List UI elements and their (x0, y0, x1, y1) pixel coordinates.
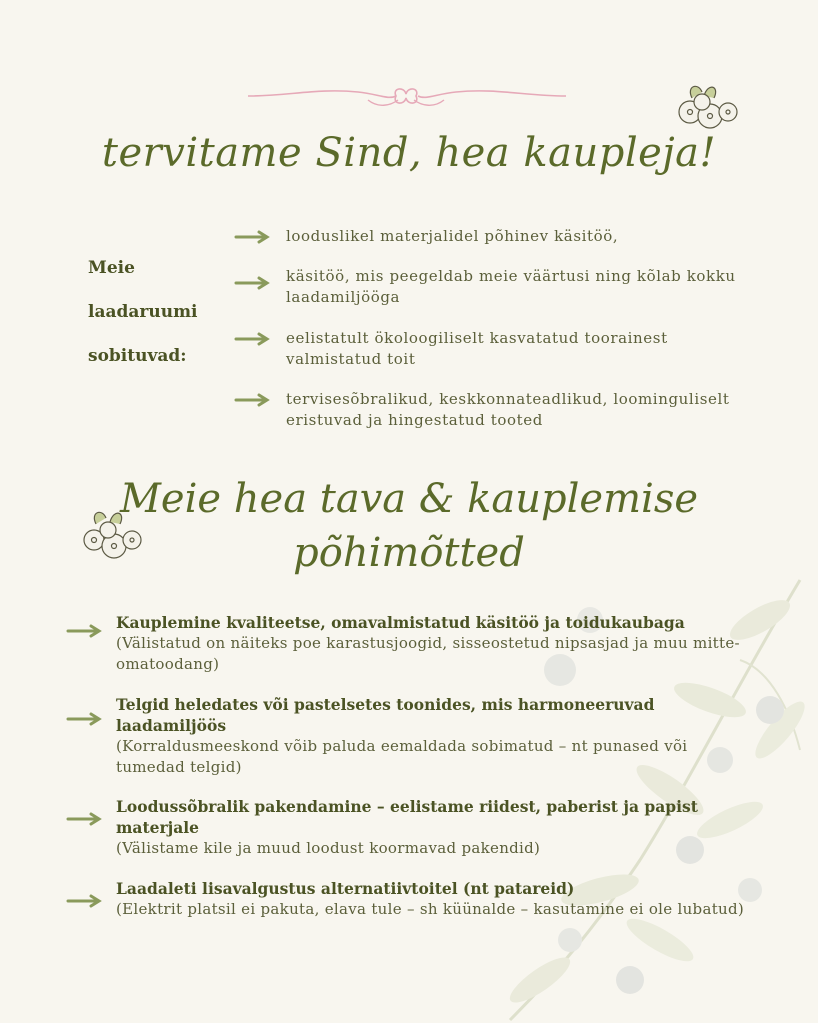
fit-item-text: tervisesõbralikud, keskkonnateadlikud, loominguliselt eristuvad ja hingestatud tooted (286, 390, 730, 429)
intro-label-line: Meie (88, 258, 135, 278)
intro-label-line: laadaruumi (88, 302, 198, 322)
rule-note: (Välistame kile ja muud loodust koormavad pakendid) (116, 839, 541, 857)
rule-heading: Telgid heledates või pastelsetes toonides, mis harmoneeruvad laadamiljöös (116, 695, 655, 735)
arrow-right-icon (234, 332, 272, 346)
arrow-right-icon (66, 894, 104, 908)
rule-note: (Elektrit platsil ei pakuta, elava tule – sh küünalde – kasutamine ei ole lubatud) (116, 900, 745, 918)
rule-heading: Loodussõbralik pakendamine – eelistame riidest, paberist ja papist materjale (116, 797, 698, 837)
arrow-right-icon (234, 276, 272, 290)
arrow-right-icon (234, 393, 272, 407)
intro-label-line: sobituvad: (88, 346, 187, 366)
fit-item-text: eelistatult ökoloogiliselt kasvatatud toorainest valmistatud toit (286, 329, 668, 368)
rules-title-line: põhimõtted (293, 530, 525, 576)
flourish-ornament (248, 82, 566, 110)
rules-title-line: Meie hea tava & kauplemise (119, 476, 699, 522)
rules-title (0, 472, 818, 580)
arrow-right-icon (66, 812, 104, 826)
intro-label (88, 246, 218, 378)
arrow-right-icon (66, 712, 104, 726)
rule-heading: Kauplemine kvaliteetse, omavalmistatud käsitöö ja toidukaubaga (116, 613, 685, 632)
blueberries-icon (672, 78, 740, 132)
rule-heading: Laadaleti lisavalgustus alternatiivtoitel (nt patareid) (116, 879, 575, 898)
rule-note: (Välistatud on näiteks poe karastusjoogid, sisseostetud nipsasjad ja muu mitte-omatoodang) (116, 634, 740, 673)
fit-item-text: looduslikel materjalidel põhinev käsitöö, (286, 227, 619, 245)
arrow-right-icon (66, 624, 104, 638)
welcome-title: tervitame Sind, hea kaupleja! (101, 130, 717, 176)
rule-note: (Korraldusmeeskond võib paluda eemaldada sobimatud – nt punased või tumedad telgid) (116, 737, 688, 776)
fit-item-text: käsitöö, mis peegeldab meie väärtusi ning kõlab kokku laadamiljööga (286, 267, 736, 306)
arrow-right-icon (234, 230, 272, 244)
